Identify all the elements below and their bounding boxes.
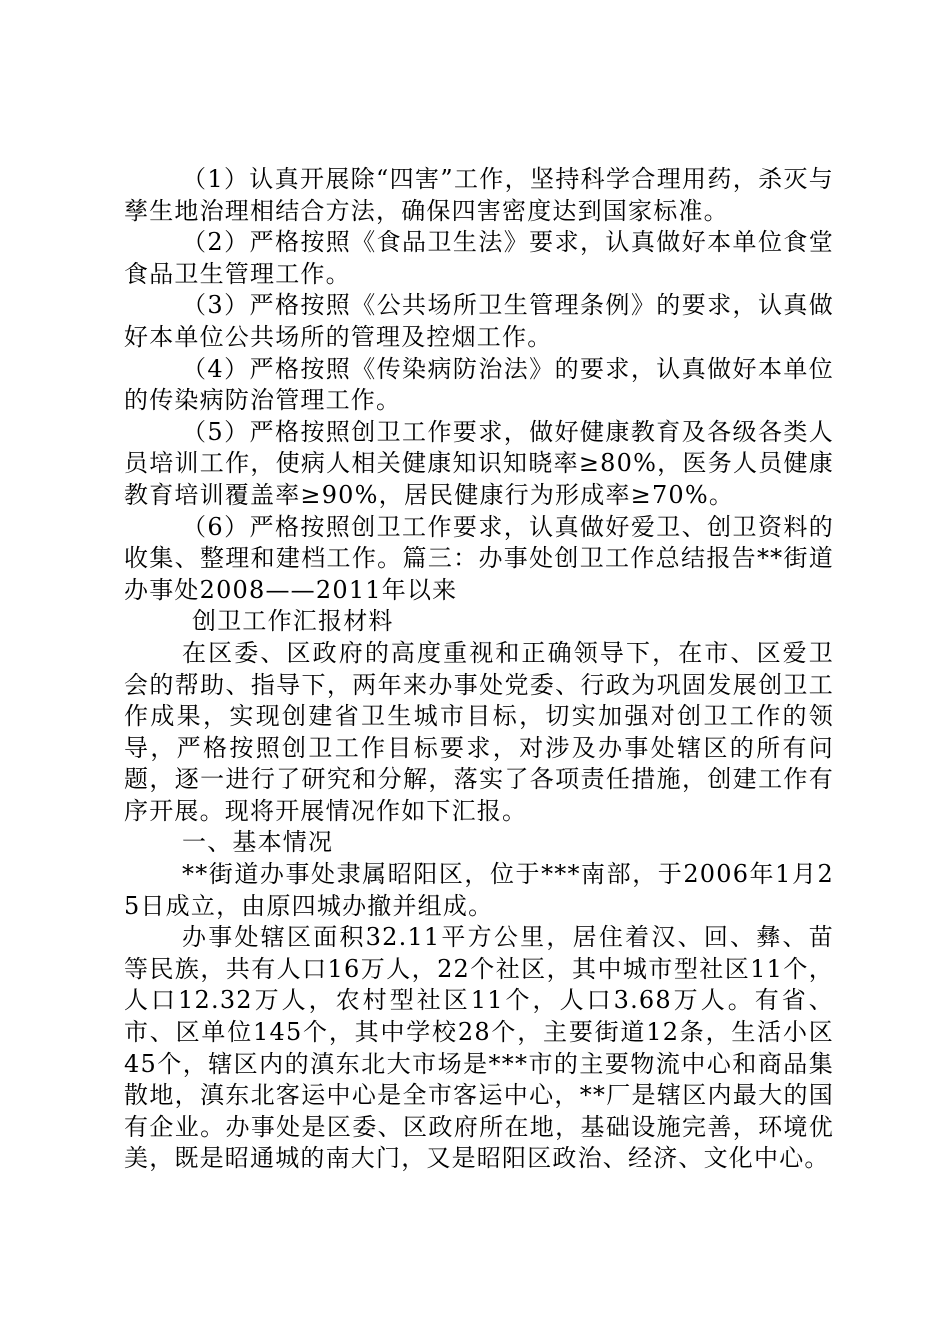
document-body bbox=[124, 164, 834, 1175]
paragraph-item-6: （6）严格按照创卫工作要求，认真做好爱卫、创卫资料的收集、整理和建档工作。篇三：办事处创卫工作总结报告**街道办事处2008——2011年以来 bbox=[124, 512, 834, 604]
paragraph-item-1: （1）认真开展除“四害”工作，坚持科学合理用药，杀灭与孳生地治理相结合方法，确保四害密度达到国家标准。 bbox=[124, 165, 834, 225]
paragraph-basic-info-1: **街道办事处隶属昭阳区，位于***南部，于2006年1月25日成立，由原四城办撤并组成。 bbox=[124, 860, 834, 920]
paragraph-item-4: （4）严格按照《传染病防治法》的要求，认真做好本单位的传染病防治管理工作。 bbox=[124, 354, 834, 415]
section-title-report: 创卫工作汇报材料 bbox=[192, 607, 394, 636]
paragraph-item-3: （3）严格按照《公共场所卫生管理条例》的要求，认真做好本单位公共场所的管理及控烟工作。 bbox=[124, 291, 834, 351]
paragraph-item-5: （5）严格按照创卫工作要求，做好健康教育及各级各类人员培训工作，使病人相关健康知识知晓率≥80%，医务人员健康教育培训覆盖率≥90%，居民健康行为形成率≥70%。 bbox=[124, 417, 834, 509]
section-heading-basic-info: 一、基本情况 bbox=[182, 828, 334, 857]
paragraph-basic-info-2: 办事处辖区面积32.11平方公里，居住着汉、回、彝、苗等民族，共有人口16万人，22个社区，其中城市型社区11个，人口12.32万人，农村型社区11个，人口3.68万人。有省、市、区单位145个，其中学校28个，主要街道12条，生活小区45个，辖区内的滇东北大市场是***市的主要物流中心和商品集散地，滇东北客运中心是全市客运中心，**厂是辖区内最大的国有企业。办事处是区委、区政府所在地，基础设施完善，环境优美，既是昭通城的南大门，又是昭阳区政治、经济、文化中心。 bbox=[124, 923, 834, 1173]
paragraph-item-2: （2）严格按照《食品卫生法》要求，认真做好本单位食堂食品卫生管理工作。 bbox=[124, 228, 834, 288]
paragraph-intro: 在区委、区政府的高度重视和正确领导下，在市、区爱卫会的帮助、指导下，两年来办事处党委、行政为巩固发展创卫工作成果，实现创建省卫生城市目标，切实加强对创卫工作的领导，严格按照创卫工作目标要求，对涉及办事处辖区的所有问题，逐一进行了研究和分解，落实了各项责任措施，创建工作有序开展。现将开展情况作如下汇报。 bbox=[124, 638, 834, 825]
